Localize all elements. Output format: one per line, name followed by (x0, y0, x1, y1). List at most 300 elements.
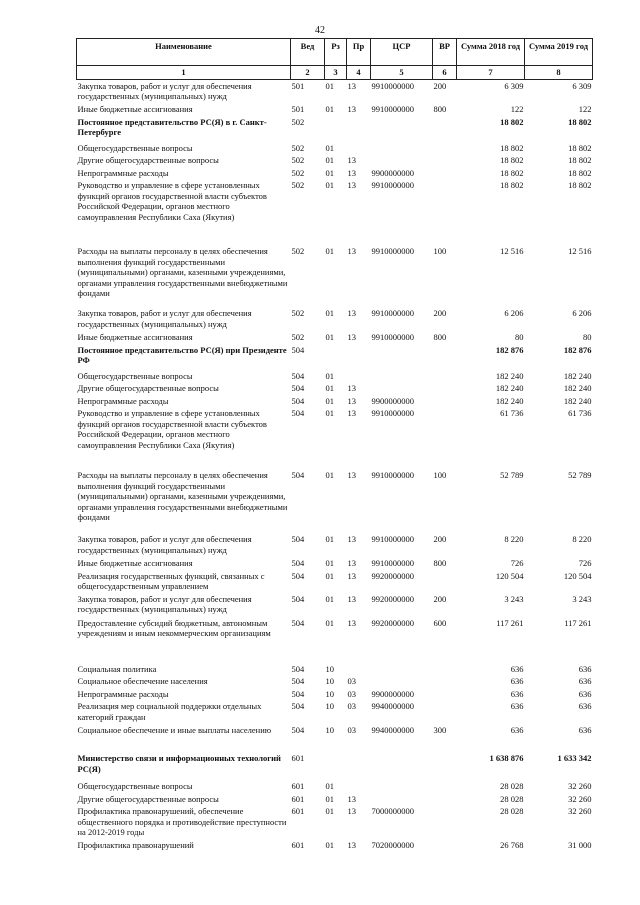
row-name: Руководство и управление в сфере установленных функций органов государственной власти субъектов Российской Федерации, органов местного самоуправления Республики Саха (Якутия) (77, 408, 267, 450)
row-vr: 200 (433, 593, 447, 604)
row-csr: 9910000000 (371, 470, 414, 480)
row-vr (433, 116, 457, 142)
row-sum-2019: 182 240 (563, 370, 592, 381)
table-row (77, 752, 593, 780)
row-sum-2018: 6 206 (504, 308, 524, 318)
row-vr (433, 839, 457, 852)
row-sum-2018: 18 802 (500, 180, 524, 190)
row-sum-2019: 18 802 (568, 155, 592, 165)
row-sum-2019: 18 802 (568, 180, 592, 190)
row-csr: 9920000000 (371, 617, 414, 628)
table-row (77, 780, 593, 793)
row-rz: 01 (325, 593, 334, 604)
row-sum-2019: 80 (583, 332, 592, 342)
row-csr (371, 752, 433, 780)
row-ved: 502 (291, 116, 305, 127)
row-pr: 13 (347, 80, 356, 91)
row-sum-2018: 182 240 (495, 370, 524, 381)
table-row (77, 142, 593, 155)
row-name: Иные бюджетные ассигнования (77, 332, 193, 342)
row-sum-2018: 18 802 (500, 116, 524, 127)
row-name: Закупка товаров, работ и услуг для обеспечения государственных (муниципальных) нужд (77, 308, 252, 329)
row-rz: 01 (325, 155, 334, 165)
row-pr: 13 (347, 383, 356, 393)
table-row (77, 663, 593, 676)
row-rz: 01 (325, 840, 334, 850)
row-vr (433, 675, 457, 688)
row-rz: 01 (325, 470, 334, 480)
row-pr: 13 (347, 332, 356, 342)
row-sum-2018: 8 220 (504, 534, 524, 544)
row-csr: 9910000000 (371, 332, 414, 342)
table-row (77, 839, 593, 852)
row-sum-2018: 28 028 (500, 806, 524, 816)
budget-table (76, 38, 593, 852)
row-sum-2018: 120 504 (495, 570, 524, 581)
row-sum-2018: 636 (510, 701, 524, 711)
row-pr: 13 (347, 470, 356, 480)
header-pr: Пр (347, 39, 371, 66)
row-sum-2018: 18 802 (500, 167, 524, 178)
row-csr: 9910000000 (371, 80, 414, 91)
row-ved: 601 (291, 806, 305, 816)
row-pr: 13 (347, 104, 356, 114)
row-rz: 01 (325, 781, 334, 791)
row-name: Общегосударственные вопросы (77, 781, 193, 791)
row-pr: 13 (347, 180, 356, 190)
row-vr: 200 (433, 534, 447, 544)
row-sum-2019: 18 802 (568, 142, 592, 153)
row-sum-2019: 3 243 (572, 593, 592, 604)
row-sum-2019: 12 516 (568, 246, 592, 256)
row-csr (371, 780, 433, 793)
row-pr: 13 (347, 155, 356, 165)
row-vr (433, 154, 457, 167)
row-pr: 13 (347, 617, 356, 628)
row-csr (371, 116, 433, 142)
row-rz: 01 (325, 558, 334, 568)
column-number: 2 (291, 66, 325, 80)
row-ved: 502 (291, 308, 305, 318)
row-sum-2018: 28 028 (500, 793, 524, 804)
header-name: Наименование (77, 39, 291, 66)
row-name: Иные бюджетные ассигнования (77, 104, 193, 114)
row-rz: 10 (325, 701, 334, 711)
row-csr (371, 382, 433, 395)
row-vr (433, 663, 457, 676)
table-row (77, 724, 593, 752)
table-row (77, 307, 593, 331)
row-csr (371, 344, 433, 370)
row-sum-2018: 18 802 (500, 155, 524, 165)
table-row (77, 593, 593, 617)
table-body (77, 79, 593, 852)
row-csr (371, 154, 433, 167)
row-sum-2019: 31 000 (568, 840, 592, 850)
table-row (77, 154, 593, 167)
row-name: Социальная политика (77, 663, 157, 674)
table-row (77, 370, 593, 383)
row-sum-2019: 61 736 (568, 408, 592, 418)
row-name: Непрограммные расходы (77, 167, 169, 178)
row-name: Закупка товаров, работ и услуг для обеспечения государственных (муниципальных) нужд (77, 593, 252, 614)
row-rz (325, 116, 347, 142)
row-name: Закупка товаров, работ и услуг для обеспечения государственных (муниципальных) нужд (77, 80, 252, 101)
row-sum-2019: 117 261 (564, 617, 592, 628)
row-vr (433, 142, 457, 155)
table-row (77, 116, 593, 142)
row-ved: 504 (291, 395, 305, 406)
table-row (77, 245, 593, 307)
table-row (77, 557, 593, 570)
row-name: Руководство и управление в сфере установленных функций органов государственной власти субъектов Российской Федерации, органов местного самоуправления Республики Саха (Якутия) (77, 180, 267, 222)
row-vr (433, 395, 457, 408)
row-sum-2019: 636 (578, 688, 592, 699)
row-sum-2019: 636 (578, 725, 592, 735)
row-rz: 01 (325, 80, 334, 91)
row-ved: 502 (291, 332, 305, 342)
row-rz: 10 (325, 725, 334, 735)
table-row (77, 570, 593, 593)
row-sum-2018: 80 (515, 332, 524, 342)
table-row (77, 407, 593, 469)
table-row (77, 395, 593, 408)
row-ved: 502 (291, 167, 305, 178)
row-rz: 01 (325, 167, 334, 178)
row-csr: 9900000000 (371, 688, 414, 699)
row-sum-2018: 12 516 (500, 246, 524, 256)
row-csr: 7000000000 (371, 806, 414, 816)
row-rz (325, 752, 347, 780)
row-pr (347, 344, 371, 370)
table-row (77, 103, 593, 116)
row-sum-2019: 182 240 (563, 395, 592, 406)
row-pr: 13 (347, 395, 356, 406)
row-name: Социальное обеспечение и иные выплаты населению (77, 725, 272, 735)
row-name: Профилактика правонарушений (77, 840, 194, 850)
table-row (77, 793, 593, 806)
row-vr: 200 (433, 308, 447, 318)
row-ved: 504 (291, 344, 305, 355)
row-pr: 13 (347, 167, 356, 178)
row-name: Министерство связи и информационных технологий РС(Я) (77, 753, 281, 774)
row-csr: 7020000000 (371, 840, 414, 850)
row-csr: 9940000000 (371, 701, 414, 711)
row-ved: 504 (291, 663, 305, 674)
row-sum-2019: 52 789 (568, 470, 592, 480)
row-vr: 300 (433, 725, 447, 735)
row-vr: 800 (433, 104, 447, 114)
row-ved: 504 (291, 470, 305, 480)
row-name: Общегосударственные вопросы (77, 370, 193, 381)
table-row (77, 79, 593, 103)
header-sum-2018: Сумма 2018 год (457, 39, 525, 66)
row-pr: 13 (347, 806, 356, 816)
row-rz: 01 (325, 370, 334, 381)
row-rz: 01 (325, 104, 334, 114)
page-number: 42 (315, 25, 325, 36)
row-pr: 13 (347, 570, 356, 581)
row-csr (371, 142, 433, 155)
row-rz: 01 (325, 395, 334, 406)
row-pr: 13 (347, 793, 356, 804)
row-pr: 13 (347, 593, 356, 604)
row-sum-2018: 636 (510, 688, 524, 699)
row-sum-2019: 32 260 (568, 793, 592, 804)
row-pr: 03 (347, 676, 356, 686)
row-vr (433, 688, 457, 701)
column-number: 8 (525, 66, 593, 80)
row-vr: 200 (433, 80, 447, 91)
row-ved: 504 (291, 570, 305, 581)
header-rz: Рз (325, 39, 347, 66)
row-name: Постоянное представительство РС(Я) в г. Санкт-Петербурге (77, 116, 267, 137)
row-ved: 504 (291, 688, 305, 699)
row-name: Постоянное представительство РС(Я) при Президенте РФ (77, 344, 287, 365)
row-rz: 01 (325, 332, 334, 342)
row-sum-2019: 636 (578, 676, 592, 686)
row-vr: 100 (433, 246, 447, 256)
row-ved: 504 (291, 725, 305, 735)
row-pr: 03 (347, 688, 356, 699)
row-name: Расходы на выплаты персоналу в целях обеспечения выполнения функций государственными (муниципальными) органами, казенными учреждениями, органами управления государственными внебюджетными фондами (77, 470, 288, 522)
header-sum-2019: Сумма 2019 год (525, 39, 593, 66)
row-ved: 502 (291, 246, 305, 256)
row-sum-2018: 26 768 (500, 840, 524, 850)
row-sum-2018: 1 638 876 (489, 753, 524, 763)
table-row (77, 533, 593, 557)
row-rz: 01 (325, 806, 334, 816)
row-csr: 9910000000 (371, 104, 414, 114)
row-pr: 13 (347, 558, 356, 568)
row-sum-2019: 6 309 (572, 80, 592, 91)
row-ved: 501 (291, 104, 305, 114)
row-sum-2019: 18 802 (568, 116, 592, 127)
column-number: 4 (347, 66, 371, 80)
row-rz: 01 (325, 308, 334, 318)
row-pr (347, 780, 371, 793)
header-ved: Вед (291, 39, 325, 66)
row-sum-2018: 52 789 (500, 470, 524, 480)
row-rz: 01 (325, 142, 334, 153)
row-sum-2018: 3 243 (504, 593, 524, 604)
row-vr (433, 793, 457, 806)
row-ved: 504 (291, 558, 305, 568)
column-number: 3 (325, 66, 347, 80)
row-sum-2018: 636 (510, 676, 524, 686)
row-sum-2019: 8 220 (572, 534, 592, 544)
row-ved: 502 (291, 180, 305, 190)
table-row (77, 469, 593, 533)
row-pr: 03 (347, 701, 356, 711)
row-csr: 9910000000 (371, 246, 414, 256)
row-ved: 502 (291, 155, 305, 165)
row-ved: 601 (291, 753, 305, 763)
row-name: Расходы на выплаты персоналу в целях обеспечения выполнения функций государственными (муниципальными) органами, казенными учреждениями, органами управления государственными внебюджетными фондами (77, 246, 288, 298)
table-row (77, 167, 593, 180)
row-ved: 504 (291, 676, 305, 686)
table-row (77, 179, 593, 245)
row-csr: 9910000000 (371, 408, 414, 418)
row-vr (433, 780, 457, 793)
row-sum-2019: 32 260 (568, 806, 592, 816)
row-pr (347, 663, 371, 676)
table-row (77, 805, 593, 839)
row-pr: 03 (347, 725, 356, 735)
row-rz: 01 (325, 617, 334, 628)
row-csr: 9910000000 (371, 534, 414, 544)
table-row (77, 331, 593, 344)
row-sum-2018: 61 736 (500, 408, 524, 418)
row-sum-2018: 182 240 (495, 383, 524, 393)
row-sum-2018: 18 802 (500, 142, 524, 153)
row-rz: 01 (325, 534, 334, 544)
row-name: Общегосударственные вопросы (77, 142, 193, 153)
row-csr: 9900000000 (371, 167, 414, 178)
row-rz: 01 (325, 408, 334, 418)
row-rz: 10 (325, 663, 334, 674)
row-rz: 01 (325, 246, 334, 256)
row-sum-2019: 32 260 (568, 781, 592, 791)
table-row (77, 675, 593, 688)
row-ved: 504 (291, 534, 305, 544)
row-vr (433, 370, 457, 383)
row-vr: 100 (433, 470, 447, 480)
row-vr (433, 407, 457, 469)
row-name: Иные бюджетные ассигнования (77, 558, 193, 568)
row-sum-2018: 182 876 (495, 344, 524, 355)
row-csr: 9920000000 (371, 593, 414, 604)
row-name: Предоставление субсидий бюджетным, автономным учреждениям и иным некоммерческим организациям (77, 617, 271, 638)
row-csr (371, 675, 433, 688)
row-sum-2018: 636 (510, 725, 524, 735)
row-pr: 13 (347, 534, 356, 544)
row-name: Непрограммные расходы (77, 688, 169, 699)
row-sum-2019: 636 (578, 701, 592, 711)
row-pr (347, 370, 371, 383)
row-csr (371, 793, 433, 806)
row-pr: 13 (347, 308, 356, 318)
column-number: 1 (77, 66, 291, 80)
row-ved: 504 (291, 617, 305, 628)
row-csr: 9940000000 (371, 725, 414, 735)
row-ved: 502 (291, 142, 305, 153)
row-rz: 01 (325, 180, 334, 190)
row-rz (325, 344, 347, 370)
table-row (77, 344, 593, 370)
header-vr: ВР (433, 39, 457, 66)
row-sum-2018: 117 261 (496, 617, 524, 628)
row-vr: 800 (433, 332, 447, 342)
row-vr (433, 752, 457, 780)
column-number: 6 (433, 66, 457, 80)
row-name: Реализация мер социальной поддержки отдельных категорий граждан (77, 701, 262, 722)
row-pr (347, 116, 371, 142)
row-csr: 9920000000 (371, 570, 414, 581)
row-vr (433, 167, 457, 180)
row-vr (433, 570, 457, 593)
header-csr: ЦСР (371, 39, 433, 66)
row-pr (347, 752, 371, 780)
row-ved: 601 (291, 840, 305, 850)
row-csr (371, 663, 433, 676)
row-pr: 13 (347, 840, 356, 850)
column-number: 7 (457, 66, 525, 80)
row-name: Другие общегосударственные вопросы (77, 155, 219, 165)
row-vr (433, 344, 457, 370)
row-sum-2019: 120 504 (563, 570, 592, 581)
row-sum-2018: 28 028 (500, 781, 524, 791)
row-ved: 504 (291, 593, 305, 604)
row-sum-2018: 6 309 (504, 80, 524, 91)
row-rz: 10 (325, 676, 334, 686)
table-row (77, 382, 593, 395)
row-sum-2019: 1 633 342 (557, 753, 592, 763)
row-sum-2018: 182 240 (495, 395, 524, 406)
row-sum-2019: 122 (578, 104, 592, 114)
row-ved: 601 (291, 793, 305, 804)
row-name: Непрограммные расходы (77, 395, 169, 406)
row-sum-2019: 6 206 (572, 308, 592, 318)
column-number-row (77, 66, 593, 80)
row-sum-2019: 636 (578, 663, 592, 674)
row-name: Закупка товаров, работ и услуг для обеспечения государственных (муниципальных) нужд (77, 534, 252, 555)
row-rz: 01 (325, 793, 334, 804)
row-name: Профилактика правонарушений, обеспечение общественного порядка и противодействие преступности на 2012-2019 годы (77, 806, 287, 837)
row-sum-2019: 18 802 (568, 167, 592, 178)
row-vr (433, 179, 457, 245)
column-number: 5 (371, 66, 433, 80)
table-row (77, 688, 593, 701)
row-csr: 9910000000 (371, 180, 414, 190)
row-name: Реализация государственных функций, связанных с общегосударственным управлением (77, 570, 265, 591)
row-ved: 504 (291, 383, 305, 393)
row-csr (371, 370, 433, 383)
row-vr (433, 700, 457, 724)
row-name: Другие общегосударственные вопросы (77, 793, 219, 804)
row-sum-2019: 182 240 (563, 383, 592, 393)
row-sum-2018: 636 (510, 663, 524, 674)
row-rz: 10 (325, 688, 334, 699)
row-ved: 504 (291, 370, 305, 381)
row-pr (347, 142, 371, 155)
table-row (77, 700, 593, 724)
row-ved: 501 (291, 80, 305, 91)
header-row (77, 39, 593, 66)
row-pr: 13 (347, 408, 356, 418)
row-ved: 504 (291, 701, 305, 711)
row-sum-2019: 182 876 (563, 344, 592, 355)
row-ved: 601 (291, 781, 305, 791)
row-sum-2018: 726 (510, 558, 524, 568)
row-csr: 9900000000 (371, 395, 414, 406)
row-vr: 600 (433, 617, 447, 628)
row-sum-2019: 726 (578, 558, 592, 568)
row-rz: 01 (325, 570, 334, 581)
row-vr: 800 (433, 558, 447, 568)
row-rz: 01 (325, 383, 334, 393)
row-csr: 9910000000 (371, 308, 414, 318)
row-csr: 9910000000 (371, 558, 414, 568)
row-vr (433, 382, 457, 395)
table-row (77, 617, 593, 663)
row-pr: 13 (347, 246, 356, 256)
row-name: Социальное обеспечение населения (77, 676, 208, 686)
row-ved: 504 (291, 408, 305, 418)
row-name: Другие общегосударственные вопросы (77, 383, 219, 393)
row-vr (433, 805, 457, 839)
row-sum-2018: 122 (510, 104, 524, 114)
